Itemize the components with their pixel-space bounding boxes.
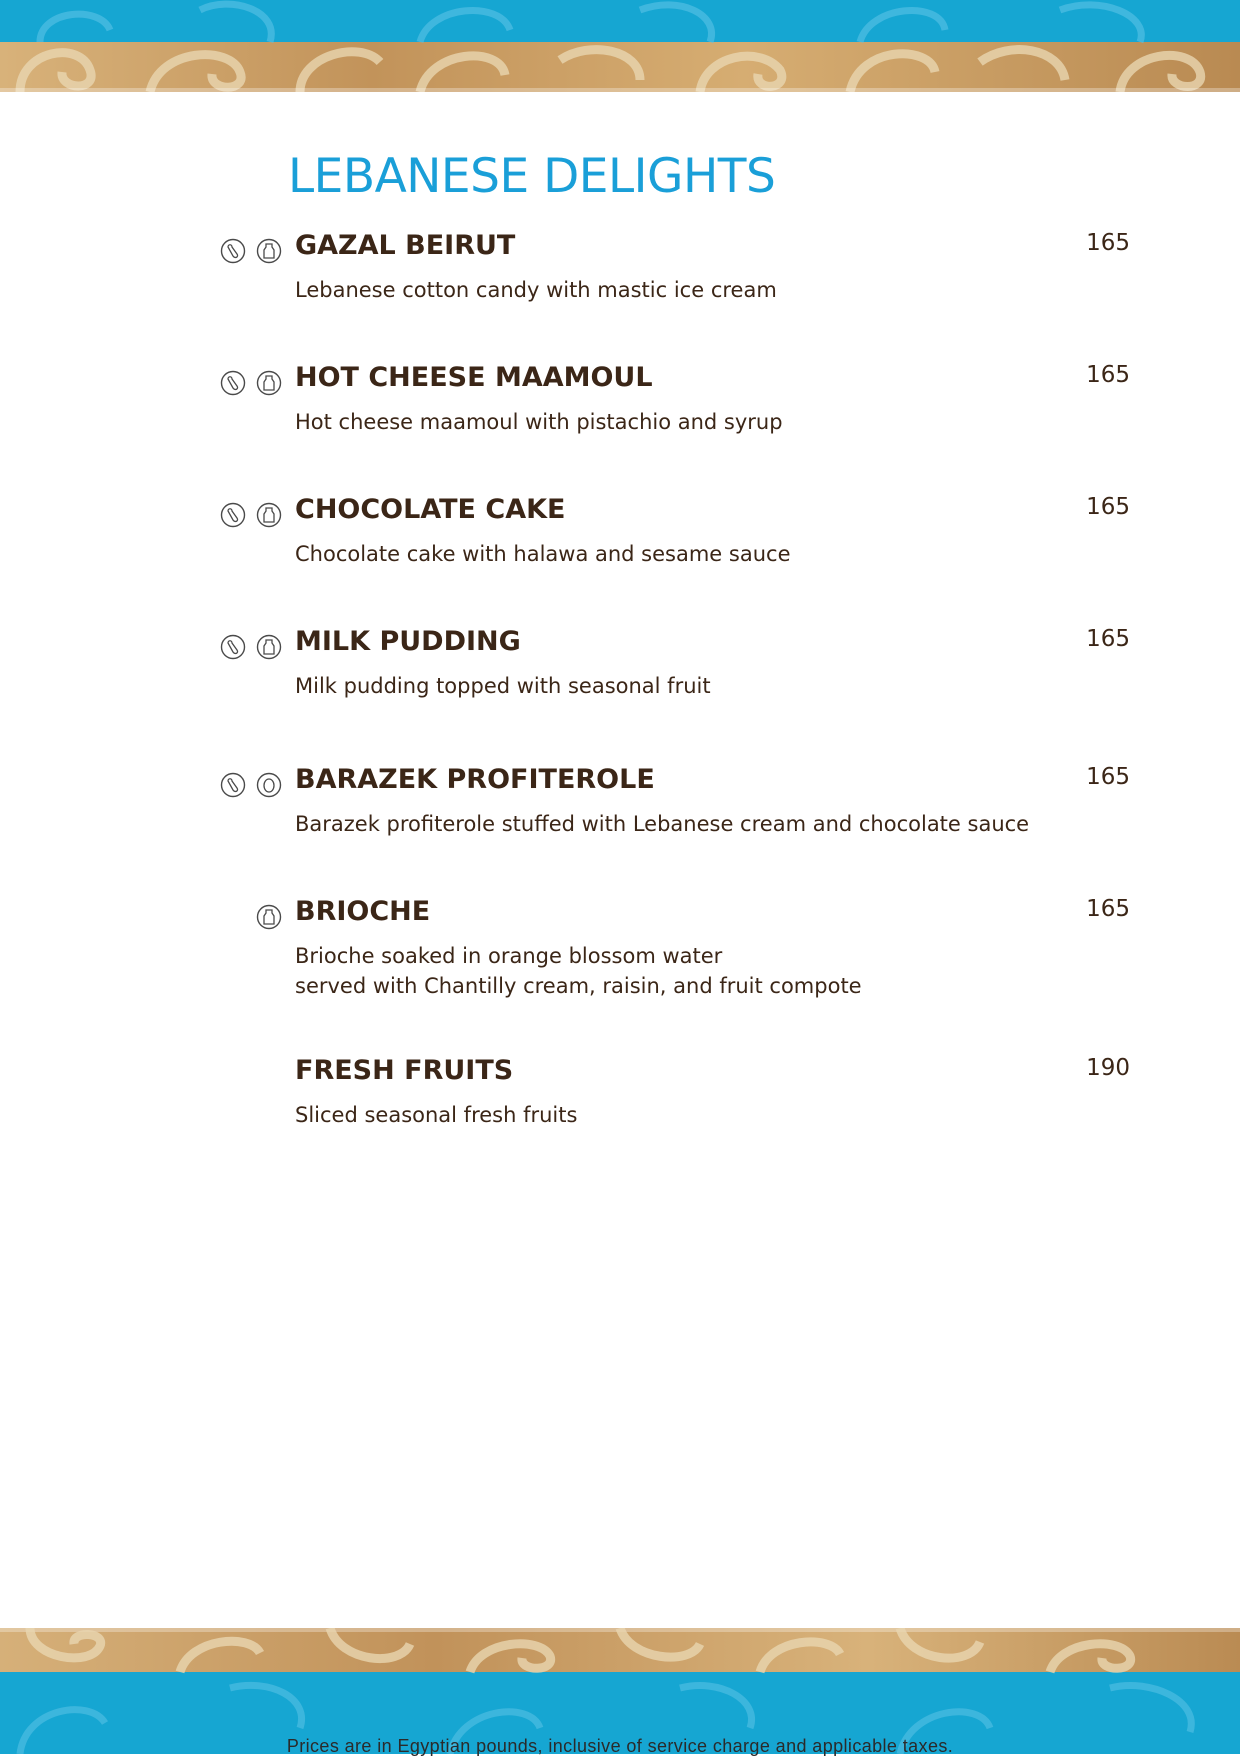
description-line: Chocolate cake with halawa and sesame sauce — [295, 542, 791, 566]
dairy-icon — [256, 238, 282, 264]
dairy-icon — [256, 370, 282, 396]
dairy-icon — [256, 502, 282, 528]
item-price: 165 — [1086, 764, 1130, 790]
item-price: 165 — [1086, 494, 1130, 520]
item-price: 165 — [1086, 362, 1130, 388]
dairy-icon — [256, 904, 282, 930]
item-description — [295, 671, 711, 701]
item-name: FRESH FRUITS — [295, 1055, 514, 1086]
allergen-icons — [220, 502, 282, 530]
item-description — [295, 407, 783, 437]
description-line: served with Chantilly cream, raisin, and fruit compote — [295, 974, 862, 998]
description-line: Brioche soaked in orange blossom water — [295, 944, 723, 968]
allergen-icons — [220, 370, 282, 398]
item-price: 190 — [1086, 1055, 1130, 1081]
description-line: Sliced seasonal fresh fruits — [295, 1103, 578, 1127]
nuts-icon — [220, 238, 246, 264]
nuts-icon — [220, 772, 246, 798]
description-line: Hot cheese maamoul with pistachio and syrup — [295, 410, 783, 434]
allergen-icons — [220, 772, 282, 800]
description-line: Milk pudding topped with seasonal fruit — [295, 674, 711, 698]
dairy-icon — [256, 634, 282, 660]
item-name: BRIOCHE — [295, 896, 431, 927]
nuts-icon — [220, 370, 246, 396]
item-name: MILK PUDDING — [295, 626, 521, 657]
allergen-icons — [220, 238, 282, 266]
nuts-icon — [220, 634, 246, 660]
item-description — [295, 539, 791, 569]
item-name: BARAZEK PROFITEROLE — [295, 764, 655, 795]
item-price: 165 — [1086, 230, 1130, 256]
footer-note: Prices are in Egyptian pounds, inclusive of service charge and applicable taxes. — [286, 1736, 954, 1756]
allergen-icons — [220, 634, 282, 662]
top-decorative-band — [0, 0, 1240, 92]
item-description — [295, 275, 777, 305]
item-price: 165 — [1086, 896, 1130, 922]
description-line: Barazek profiterole stuffed with Lebanese cream and chocolate sauce — [295, 812, 1030, 836]
item-name: HOT CHEESE MAAMOUL — [295, 362, 653, 393]
description-line: Lebanese cotton candy with mastic ice cream — [295, 278, 777, 302]
page-title: LEBANESE DELIGHTS — [288, 149, 776, 205]
item-description — [295, 941, 862, 1001]
egg-icon — [256, 772, 282, 798]
item-price: 165 — [1086, 626, 1130, 652]
item-description — [295, 1100, 577, 1130]
nuts-icon — [220, 502, 246, 528]
item-name: CHOCOLATE CAKE — [295, 494, 566, 525]
allergen-icons — [220, 904, 282, 932]
item-name: GAZAL BEIRUT — [295, 230, 516, 261]
item-description — [295, 809, 1029, 839]
